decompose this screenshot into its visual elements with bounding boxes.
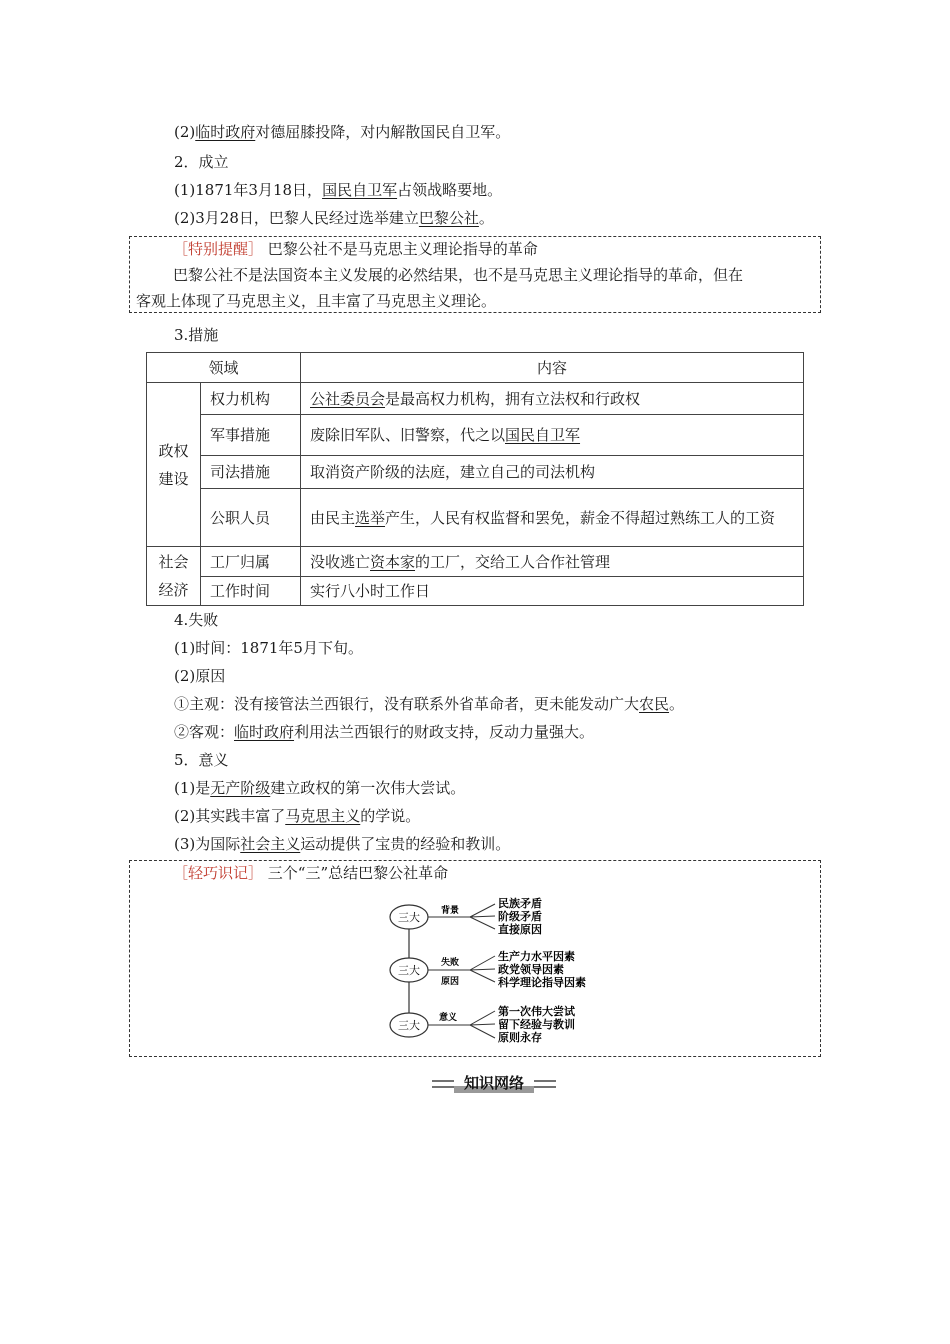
row-content [301,489,804,547]
diagram-arrows [470,956,495,982]
reminder-body-1: 巴黎公社不是法国资本主义发展的必然结果，也不是马克思主义理论指导的革命，但在 [173,266,744,284]
underlined-term: 资本家 [370,552,416,571]
row-content [301,456,804,489]
underlined-term: 选举 [355,508,386,527]
diagram-branch-label: 背景 [440,906,460,916]
diagram-branch-label-2: 原因 [440,977,460,987]
row-domain: 权力机构 [201,383,301,415]
row-content [301,383,804,415]
text: (3)为国际 [174,835,241,853]
failure-subjective [174,694,684,714]
table-row [147,415,804,456]
row-content [301,577,804,606]
paragraph-establish-1 [174,180,502,200]
diagram-item: 政党领导因素 [498,963,564,976]
memory-tag: ［轻巧识记］ [173,864,264,882]
memory-title-line [173,863,448,883]
text: ①主观：没有接管法兰西银行，没有联系外省革命者，更未能发动广大 [174,695,640,713]
text: 实行八小时工作日 [310,582,431,600]
text: (1)1871年3月18日， [174,181,323,199]
text: 的学说。 [360,807,421,825]
memory-title: 三个“三”总结巴黎公社革命 [267,864,449,882]
text: (2)其实践丰富了 [174,807,286,825]
header-domain: 领域 [147,353,301,383]
reminder-body-2: 客观上体现了马克思主义，且丰富了马克思主义理论。 [136,292,497,310]
diagram-item: 民族矛盾 [498,897,542,910]
diagram-arrows [470,1011,495,1038]
text: (2) [174,123,196,141]
section-heading-significance: 5．意义 [174,751,229,769]
table-header-row [147,353,804,383]
underlined-term: 巴黎公社 [418,209,479,227]
failure-time: (1)时间：1871年5月下旬。 [174,639,363,657]
diagram-item: 直接原因 [498,923,542,936]
failure-reason: (2)原因 [174,667,226,685]
row-domain: 司法措施 [201,456,301,489]
text: 。 [669,695,685,713]
diagram-branch-label: 失败 [440,958,460,968]
text: 由民主 [310,508,356,527]
diagram-arrows [470,904,495,929]
table-row [147,547,804,577]
significance-3 [174,834,510,854]
reminder-title: 巴黎公社不是马克思主义理论指导的革命 [267,240,538,258]
underlined-term: 农民 [639,695,670,713]
underlined-term: 国民自卫军 [505,426,581,444]
row-content [301,547,804,577]
row-content [301,415,804,456]
text: 对德屈膝投降，对内解散国民自卫军。 [255,123,511,141]
text: 。 [478,209,494,227]
table-row [147,383,804,415]
text: 没收逃亡 [310,552,371,571]
diagram-item: 科学理论指导因素 [498,976,586,989]
text: ②客观： [174,723,235,741]
text: 的工厂，交给工人合作社管理 [415,552,611,571]
row-domain: 工作时间 [201,577,301,606]
table-row [147,456,804,489]
group-political: 政权建设 [147,383,201,547]
text: 建立政权的第一次伟大尝试。 [270,779,466,797]
diagram-node-label: 三大 [398,964,420,977]
diagram-item: 留下经验与教训 [498,1018,575,1031]
paragraph-provisional-government [174,122,510,142]
row-domain: 军事措施 [201,415,301,456]
section-heading-measures: 3.措施 [174,326,219,344]
section-heading-failure: 4.失败 [174,611,219,629]
paragraph-establish-2 [174,208,494,228]
table-row [147,577,804,606]
underlined-term: 社会主义 [240,835,301,853]
text: 取消资产阶级的法庭，建立自己的司法机构 [310,463,596,481]
underlined-term: 无产阶级 [210,779,271,797]
diagram-item: 原则永存 [498,1031,542,1044]
knowledge-network-title: 知识网络 [463,1074,525,1092]
text: (2)3月28日，巴黎人民经过选举建立 [174,209,419,227]
text: 废除旧军队、旧警察，代之以 [310,426,506,444]
diagram-item: 生产力水平因素 [498,950,575,963]
text: (1)是 [174,779,211,797]
text: 占领战略要地。 [397,181,503,199]
section-heading-establish: 2．成立 [174,153,229,171]
diagram-item: 阶级矛盾 [498,910,542,923]
underlined-term: 临时政府 [195,123,256,141]
group-social-economy: 社会经济 [147,547,201,606]
reminder-tag: ［特别提醒］ [173,240,264,258]
text: 利用法兰西银行的财政支持，反动力量强大。 [294,723,595,741]
text: 产生，人民有权监督和罢免，薪金不得超过熟练工人的工资 [385,508,776,527]
underlined-term: 临时政府 [234,723,295,741]
underlined-term: 公社委员会 [310,389,386,408]
text: 运动提供了宝贵的经验和教训。 [300,835,511,853]
table-row [147,489,804,547]
significance-1 [174,778,465,798]
underlined-term: 马克思主义 [285,807,361,825]
underlined-term: 国民自卫军 [322,181,398,199]
diagram-node-label: 三大 [398,1019,420,1032]
memory-diagram [380,892,620,1052]
knowledge-network-banner [432,1073,556,1095]
header-content: 内容 [301,353,804,383]
text: 是最高权力机构，拥有立法权和行政权 [385,389,641,408]
reminder-title-line [173,239,538,259]
measures-table [146,352,804,606]
row-domain: 工厂归属 [201,547,301,577]
row-domain: 公职人员 [201,489,301,547]
reminder-box [129,236,821,313]
failure-objective [174,722,594,742]
significance-2 [174,806,420,826]
diagram-branch-label: 意义 [438,1013,458,1023]
diagram-node-label: 三大 [398,911,420,924]
diagram-item: 第一次伟大尝试 [498,1005,575,1018]
